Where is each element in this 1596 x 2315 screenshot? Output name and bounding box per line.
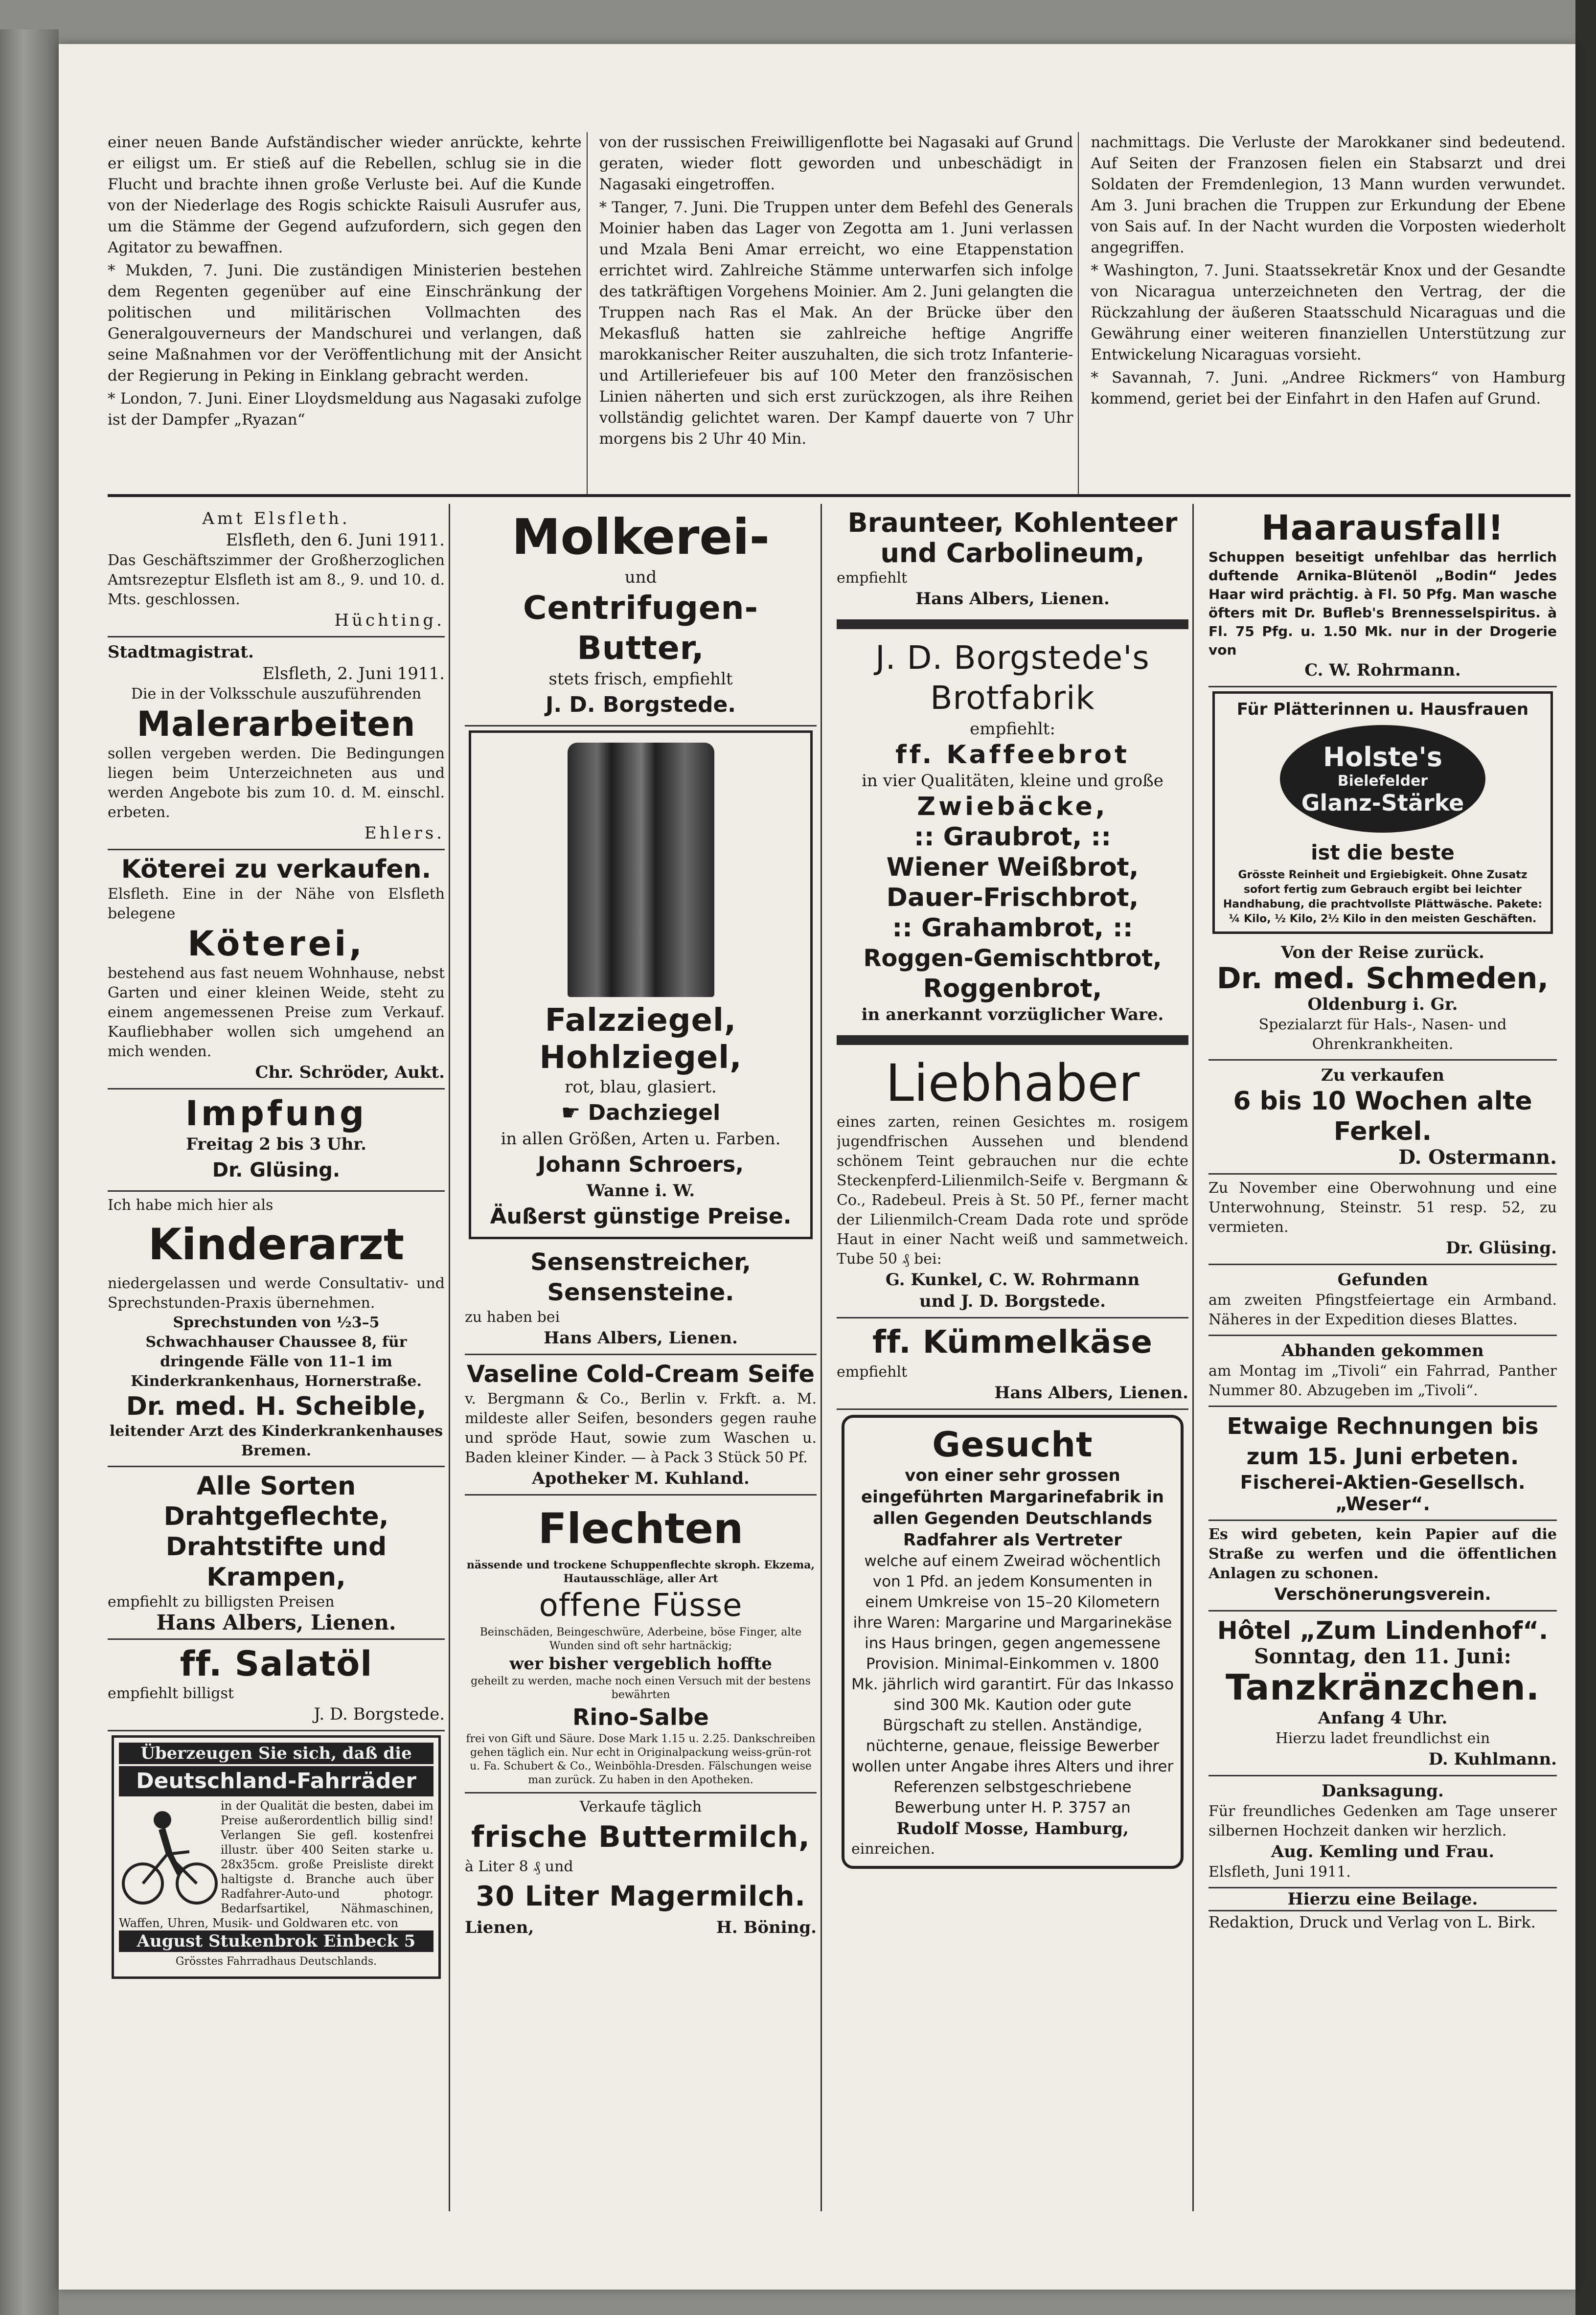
news-paragraph: * Tanger, 7. Juni. Die Truppen unter dem Befehl des Generals Moinier haben das Lager von Zegotta am 1. Juni verlassen und Mzala Beni Amar erreicht, wo eine Etappenstation errichtet wird. Zahlreiche Stämme unterwarfen sich infolge des tatkräftigen Vorgehens Moinier. Am 2. Juni gelangten die Truppen nach Ras el Mak. An der Brücke über den Mekasfluß hatten sie zahlreiche heftige Angriffe marokkanischer Reiter auszuhalten, die sich trotz Infanterie- und Artilleriefeuer bis auf 100 Meter den französischen Linien näherten und sich erst zurückzogen, als ihre Reihen vollständig gelichtet waren. Der Kampf dauerte von 7 Uhr morgens bis 2 Uhr 40 Min. (599, 199, 1073, 448)
ad-signature: D. Ostermann. (1398, 1146, 1557, 1169)
ad-headline: Alle Sorten Drahtgeflechte, Drahtstifte und Krampen, (163, 1472, 389, 1592)
ad-text: à Liter 8 ₰ und (465, 1858, 573, 1875)
ad-signature: Aug. Kemling und Frau. (1271, 1842, 1495, 1861)
ad-product: Rino-Salbe (572, 1704, 709, 1730)
ad-text: empfiehlt zu billigsten Preisen (108, 1593, 335, 1611)
ad-signature: J. D. Borgstede. (545, 692, 736, 717)
ad-text: Die in der Volksschule auszuführenden (131, 685, 422, 703)
news-section (108, 132, 1571, 497)
ad-brand: Holste's (1322, 742, 1443, 772)
ad-liebhaber (837, 1050, 1188, 1318)
ad-item: ff. Kaffeebrot (895, 740, 1130, 770)
ad-impfung (108, 1089, 445, 1192)
ad-gesucht (842, 1415, 1184, 1869)
ad-headline: Etwaige Rechnungen bis zum 15. Juni erbeten. (1227, 1413, 1539, 1470)
ad-item: Dauer-Frischbrot, (886, 883, 1139, 912)
ad-text: Das Geschäftszimmer der Großherzoglichen Amtsrezeptur Elsfleth ist am 8., 9. und 10. d. Mts. geschlossen. (108, 552, 445, 608)
ad-braunteer (837, 504, 1188, 614)
ad-place: Lienen, (465, 1918, 534, 1937)
ad-headline: ff. Salatöl (180, 1644, 373, 1684)
ad-signature: D. Kuhlmann. (1428, 1749, 1557, 1769)
ad-salatoel (108, 1640, 445, 1731)
ad-text: Von der Reise zurück. (1281, 943, 1484, 962)
ad-headline: Deutschland-Fahrräder (119, 1766, 433, 1796)
ad-headline: ist die beste (1311, 840, 1455, 864)
ad-title: Stadtmagistrat. (108, 642, 254, 662)
ad-koeterei (108, 850, 445, 1089)
ad-alert: wer bisher vergeblich hoffte (509, 1654, 772, 1674)
ads-column-4 (1208, 504, 1561, 2211)
ad-item: :: Graubrot, :: (913, 822, 1112, 852)
ad-item: Roggenbrot, (923, 974, 1102, 1003)
ad-signature: Hans Albers, Lienen. (156, 1611, 396, 1634)
ad-wohnung (1208, 1175, 1557, 1265)
bicycle-icon (121, 1800, 219, 1908)
news-column-2 (599, 132, 1079, 494)
ad-signature: Dr. Glüsing. (212, 1159, 341, 1181)
ad-headline: 30 Liter Magermilch. (476, 1881, 806, 1912)
ad-headline: Haarausfall! (1261, 508, 1504, 548)
ad-text: rot, blau, glasiert. (565, 1077, 717, 1097)
ad-text: Es wird gebeten, kein Papier auf die Straße zu werfen und die öffentlichen Anlagen zu schonen. (1208, 1526, 1557, 1582)
news-column-1 (108, 132, 588, 494)
ad-lindenhof (1208, 1611, 1557, 1776)
ad-text: Beinschäden, Beingeschwüre, Aderbeine, böse Finger, alte Wunden sind oft sehr hartnäckig; (479, 1626, 802, 1652)
ad-headline: frische Buttermilch, (471, 1820, 810, 1854)
news-paragraph: nachmittags. Die Verluste der Marokkaner sind bedeutend. Auf Seiten der Franzosen fielen ein Stabsarzt und drei Soldaten der Fremdenlegion, 13 Mann wurden verwundet. Am 3. Juni brachen die Truppen zur Erkundung der Ebene von Sais auf. In der Nacht wurden die Vorposten wiederholt angegriffen. (1091, 134, 1566, 256)
ad-headline: 6 bis 10 Wochen alte Ferkel. (1233, 1087, 1532, 1146)
ad-text: Zu November eine Oberwohnung und eine Unterwohnung, Steinstr. 51 resp. 52, zu vermieten. (1208, 1180, 1557, 1236)
ad-signature: Rudolf Mosse, Hamburg, (896, 1819, 1129, 1838)
supplement-note: Hierzu eine Beilage. (1208, 1888, 1557, 1911)
ad-item: Wiener Weißbrot, (886, 853, 1139, 882)
ad-text: in anerkannt vorzüglicher Ware. (861, 1005, 1164, 1024)
ad-top: Für Plätterinnen u. Hausfrauen (1236, 700, 1529, 719)
ad-headline: offene Füsse (539, 1588, 743, 1624)
ad-headline: Centrifugen-Butter, (523, 589, 758, 667)
ad-signature: Fischerei-Aktien-Gesellsch. „Weser“. (1240, 1472, 1526, 1515)
ad-signature: Ehlers. (364, 823, 445, 843)
ad-time: Anfang 4 Uhr. (1318, 1708, 1448, 1728)
rule (837, 1035, 1188, 1045)
ad-headline: ☛ Dachziegel (561, 1100, 721, 1125)
ad-headline: Flechten (538, 1504, 744, 1553)
news-paragraph: * Washington, 7. Juni. Staatssekretär Knox und der Gesandte von Nicaragua unterzeichneten den Vertrag, der die Rückzahlung der äußeren Staatsschuld Nicaraguas und die Gewährung einer weiteren finanziellen Unterstützung zur Entwickelung Nicaraguas vorsieht. (1091, 262, 1566, 363)
ad-text: stets frisch, empfiehlt (548, 669, 733, 689)
ad-text: bestehend aus fast neuem Wohnhause, nebst Garten und einer kleinen Weide, steht zu einem angemessenen Preise zum Verkauf. Kaufliebhaber wollen sich umgehend an mich wenden. (108, 965, 445, 1060)
ad-stadtmagistrat (108, 637, 445, 850)
ad-abhanden (1208, 1336, 1557, 1407)
ad-name: Johann Schroers, (537, 1152, 744, 1177)
ad-text: empfiehlt (837, 569, 908, 587)
ad-signature: Apotheker M. Kuhland. (532, 1469, 750, 1488)
ad-text: am zweiten Pfingstfeiertage ein Armband. Näheres in der Expedition dieses Blattes. (1208, 1292, 1557, 1328)
ad-text: Schuppen beseitigt unfehlbar das herrlich duftende Arnika-Blütenöl „Bodin“ Jedes Haar wird prächtig. à Fl. 50 Pfg. Man wasche öfters mit Dr. Bufleb's Brennesselspiritus. à Fl. 75 Pfg. u. 1.50 Mk. nur in der Drogerie von (1208, 549, 1557, 658)
ad-headline: Malerarbeiten (137, 704, 416, 744)
ad-headline: Braunteer, Kohlenteer und Carbolineum, (847, 507, 1178, 568)
roof-tile-illustration (568, 743, 714, 997)
ad-text: zu haben bei (465, 1309, 560, 1326)
ad-drahtgeflechte (108, 1467, 445, 1640)
ad-text: Verkaufe täglich (579, 1798, 702, 1816)
ad-date: Elsfleth, 2. Juni 1911. (262, 664, 445, 683)
ad-headline: Vaseline Cold-Cream Seife (467, 1361, 815, 1388)
ad-place: Wanne i. W. (586, 1181, 695, 1201)
ad-text: Zu verkaufen (1321, 1066, 1444, 1085)
ad-haarausfall (1208, 504, 1557, 687)
ad-number: 5 (404, 1931, 416, 1951)
ad-text: Für freundliches Gedenken am Tage unserer silbernen Hochzeit danken wir herzlich. (1208, 1803, 1557, 1839)
ad-signature: und J. D. Borgstede. (919, 1292, 1106, 1311)
ad-signature: Hans Albers, Lienen. (915, 589, 1110, 609)
ad-buttermilch (465, 1793, 817, 1943)
rule (837, 619, 1188, 629)
ad-text: v. Bergmann & Co., Berlin v. Frkft. a. M. mildeste aller Seifen, besonders gegen rauhe und spröde Haut, sowie zum Waschen u. Baden kleiner Kinder. — à Pack 3 Stück 50 Pf. (465, 1390, 817, 1466)
ad-brand: Bielefelder (1337, 772, 1428, 790)
ad-text: in allen Größen, Arten u. Farben. (501, 1129, 781, 1149)
ad-text: geheilt zu werden, mache noch einen Versuch mit der bestens bewährten (471, 1675, 811, 1701)
ad-signature: Hans Albers, Lienen. (994, 1383, 1188, 1403)
ad-brand: Glanz-Stärke (1301, 790, 1464, 816)
ad-text: empfiehlt billigst (108, 1685, 234, 1702)
news-paragraph: * London, 7. Juni. Einer Lloydsmeldung aus Nagasaki zufolge ist der Dampfer „Ryazan“ (108, 390, 582, 429)
ad-brotfabrik (837, 634, 1188, 1030)
ad-headline: Abhanden gekommen (1281, 1341, 1484, 1361)
ad-item: :: Grahambrot, :: (892, 913, 1133, 943)
ad-text: eines zarten, reinen Gesichtes m. rosigem jugendfrischen Aussehen und blendend schönem Teint gebrauchen nur die echte Steckenpferd-Lilienmilch-Seife v. Bergmann & Co., Radebeul. Preis à St. 50 Pf., ferner macht der Lilienmilch-Cream Dada rote und spröde Haut in einer Nacht weiß und sammetweich. Tube 50 ₰ bei: (837, 1113, 1188, 1268)
ad-amt-elsfleth (108, 504, 445, 637)
ad-headline: Falzziegel, Hohlziegel, (539, 1002, 742, 1076)
ads-column-2 (465, 504, 822, 2211)
ads-column-3 (837, 504, 1194, 2211)
ad-headline: Tanzkränzchen. (1225, 1667, 1540, 1708)
ad-schmeden (1208, 938, 1557, 1061)
ad-signature: Verschönerungsverein. (1274, 1585, 1491, 1604)
ad-gefunden (1208, 1265, 1557, 1336)
ad-text: nässende und trockene Schuppenflechte skroph. Ekzema, Hautausschläge, aller Art (466, 1559, 815, 1585)
ad-bottom: Grösstes Fahrradhaus Deutschlands. (175, 1955, 377, 1968)
ads-column-1 (108, 504, 450, 2211)
ad-text: niedergelassen und werde Consultativ- und Sprechstunden-Praxis übernehmen. (108, 1275, 445, 1312)
ad-headline: Liebhaber (885, 1053, 1140, 1113)
ad-headline: Köterei zu verkaufen. (121, 855, 432, 884)
ad-signature: C. W. Rohrmann. (1304, 660, 1461, 680)
ad-role: Radfahrer als Vertreter (903, 1530, 1122, 1550)
ad-text: Spezialarzt für Hals-, Nasen- und Ohrenkrankheiten. (1258, 1016, 1507, 1053)
ad-headline: Gefunden (1337, 1270, 1428, 1290)
ad-text: Grösste Reinheit und Ergiebigkeit. Ohne Zusatz sofort fertig zum Gebrauch ergibt bei leichter Handhabung, die prachtvollste Plättwäsche. Pakete: ¼ Kilo, ½ Kilo, 2½ Kilo in den meisten Geschäften. (1223, 869, 1543, 925)
ad-headline: Impfung (185, 1093, 367, 1134)
ad-molkerei (465, 504, 817, 726)
ad-text: von einer sehr grossen eingeführten Margarinefabrik in allen Gegenden Deutschlands (861, 1466, 1164, 1528)
imprint: Redaktion, Druck und Verlag von L. Birk. (1208, 1913, 1536, 1931)
ad-company: August Stukenbrok Einbeck (137, 1931, 398, 1951)
ad-text: und (624, 567, 657, 587)
news-paragraph: * Savannah, 7. Juni. „Andree Rickmers“ von Hamburg kommend, geriet bei der Einfahrt in den Hafen auf Grund. (1091, 369, 1566, 408)
ad-text: in der Qualität die besten, dabei im Preise außerordentlich billig sind! Verlangen Sie gefl. kostenfrei illustr. über 400 Seiten starke u. 28x35cm. große Preisliste direkt haltigste d. Branche auch über Radfahrer-Auto-und photogr. Bedarfsartikel, Nähmaschinen, Waffen, Uhren, Musik- und Goldwaren etc. von (119, 1799, 433, 1930)
ad-text: Elsfleth. Eine in der Nähe von Elsfleth belegene (108, 885, 445, 922)
ad-text: frei von Gift und Säure. Dose Mark 1.15 u. 2.25. Dankschreiben gehen täglich ein. Nur echt in Originalpackung weiss-grün-rot u. Fa. Schubert & Co., Weinböhla-Dresden. Fälschungen weise man zurück. Zu haben in den Apotheken. (466, 1733, 816, 1786)
ad-headline: Danksagung. (1322, 1781, 1444, 1801)
ad-text: leitender Arzt des Kinderkrankenhauses Bremen. (109, 1423, 443, 1459)
ad-flechten (465, 1496, 817, 1793)
ad-signature: Chr. Schröder, Aukt. (255, 1063, 445, 1082)
ad-kinderarzt (108, 1192, 445, 1467)
book-binding (0, 29, 59, 2315)
ad-text: Hierzu ladet freundlichst ein (1275, 1730, 1490, 1747)
ad-text: empfiehlt: (970, 719, 1055, 739)
ad-top: Überzeugen Sie sich, daß die (119, 1743, 433, 1764)
ad-fischerei (1208, 1407, 1557, 1521)
ad-glanzstaerke (1212, 691, 1553, 934)
ad-text: Ich habe mich hier als (108, 1197, 274, 1214)
ad-slogan: Äußerst günstige Preise. (490, 1204, 792, 1229)
ad-signature: Hans Albers, Lienen. (544, 1328, 738, 1348)
starch-logo (1280, 725, 1485, 833)
ad-item: Zwiebäcke, (917, 792, 1108, 821)
ad-headline: Gesucht (932, 1425, 1093, 1465)
ad-date: Elsfleth, Juni 1911. (1208, 1863, 1351, 1881)
ad-item: Roggen-Gemischtbrot, (863, 945, 1162, 972)
ad-title: Amt Elsfleth. (202, 509, 350, 528)
ad-signature: H. Böning. (716, 1918, 817, 1937)
ad-kuemmelkaese (837, 1318, 1188, 1410)
ad-fahrraeder (112, 1735, 441, 1979)
ad-name: Dr. med. H. Scheible, (126, 1392, 427, 1421)
ad-danksagung (1208, 1776, 1557, 1888)
ad-signature: J. D. Borgstede. (314, 1704, 445, 1724)
ad-name (119, 1930, 433, 1952)
ad-text: sollen vergeben werden. Die Bedingungen liegen beim Unterzeichneten aus und werden Angebote bis zum 10. d. M. einschl. erbeten. (108, 745, 445, 821)
ad-text: welche auf einem Zweirad wöchentlich von 1 Pfd. an jedem Konsumenten in einem Umkreise von 15–20 Kilometern ihre Waren: Margarine und Margarinekäse ins Haus bringen, gegen angemessene Provision. Minimal-Einkommen v. 1800 Mk. jährlich wird garantirt. Für das Inkasso sind 300 Mk. Kaution oder gute Bürgschaft zu stellen. Anständige, nüchterne, genaue, fleissige Bewerber wollen unter Angabe ihres Alters und ihrer Referenzen selbstgeschriebene Bewerbung unter H. P. 3757 an (851, 1552, 1174, 1816)
ad-headline: Köterei, (187, 924, 365, 964)
ad-text: am Montag im „Tivoli“ ein Fahrrad, Panther Nummer 80. Abzugeben im „Tivoli“. (1208, 1362, 1557, 1399)
ad-signature: Dr. Glüsing. (1445, 1238, 1557, 1258)
ad-sensen (465, 1243, 817, 1355)
ad-signature: Hüchting. (334, 611, 445, 630)
ad-text: Freitag 2 bis 3 Uhr. (185, 1135, 366, 1154)
ad-verschoenerung (1208, 1521, 1557, 1611)
ad-text: in vier Qualitäten, kleine und große (862, 771, 1163, 791)
news-paragraph: * Mukden, 7. Juni. Die zuständigen Ministerien bestehen dem Regenten gegenüber auf eine Einschränkung der politischen und militärischen Vollmachten des Generalgouverneurs der Mandschurei und verlangen, daß seine Maßnahmen vor der Veröffentlichung mit der Ansicht der Regierung in Peking in Einklang gebracht werden. (108, 262, 582, 385)
ad-date: Elsfleth, den 6. Juni 1911. (226, 530, 445, 550)
ad-place: Oldenburg i. Gr. (1307, 995, 1458, 1014)
ad-headline: Dr. med. Schmeden, (1216, 961, 1549, 996)
news-column-3 (1091, 132, 1571, 494)
ad-date: Sonntag, den 11. Juni: (1254, 1644, 1511, 1668)
news-paragraph: einer neuen Bande Aufständischer wieder anrückte, kehrte er eiligst um. Er stieß auf die Rebellen, schlug sie in die Flucht und brachte ihnen große Verluste bei. Auf die Kunde von der Niederlage des Rogis schickte Raisuli Ausrufer aus, um die Stämme der Gegend aufzufordern, sich gegen den Agitator zu bewaffnen. (108, 134, 582, 256)
ad-headline: J. D. Borgstede's Brotfabrik (875, 639, 1150, 717)
scanner-edge (1575, 0, 1596, 2315)
ad-text: einreichen. (851, 1840, 935, 1858)
ad-headline: Kinderarzt (148, 1219, 405, 1270)
news-paragraph: von der russischen Freiwilligenflotte bei Nagasaki auf Grund geraten, wieder flott geworden und unbeschädigt in Nagasaki eingetroffen. (599, 134, 1073, 193)
ad-headline: Molkerei- (511, 508, 770, 566)
ad-falzziegel (469, 730, 813, 1239)
ad-text: Sprechstunden von ½3–5 Schwachhauser Chaussee 8, für dringende Fälle von 11–1 im Kinderkrankenhaus, Hornerstraße. (131, 1314, 422, 1390)
ad-signature: G. Kunkel, C. W. Rohrmann (885, 1270, 1140, 1290)
ads-section (108, 504, 1571, 2211)
ad-headline: Hôtel „Zum Lindenhof“. (1217, 1616, 1549, 1645)
ad-footer (465, 1917, 817, 1938)
ad-headline: Sensenstreicher, Sensensteine. (530, 1248, 751, 1306)
ad-ferkel (1208, 1061, 1557, 1175)
ad-vaseline (465, 1355, 817, 1496)
ad-text: empfiehlt (837, 1363, 908, 1381)
ad-headline: ff. Kümmelkäse (872, 1324, 1153, 1361)
